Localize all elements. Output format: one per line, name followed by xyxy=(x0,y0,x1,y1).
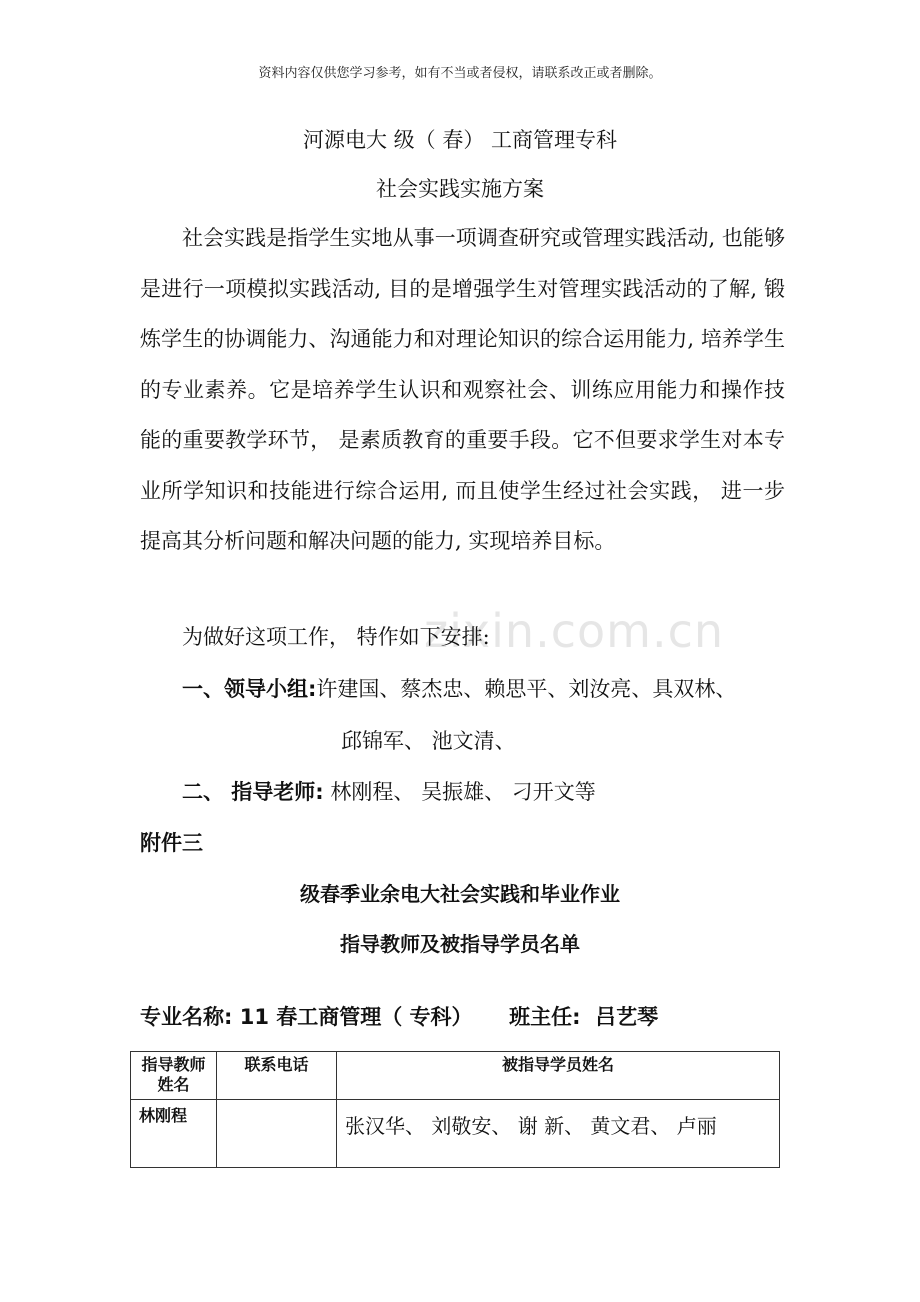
body-paragraph: 社会实践是指学生实地从事一项调查研究或管理实践活动, 也能够是进行一项模拟实践活动, 目的是增强学生对管理实践活动的了解, 锻炼学生的协调能力、沟通能力和对理论知识的综合运用能力, 培养学生的专业素养。它是培养学生认识和观察社会、训练应用能力和操作技能的重要教学环节， 是素质教育的重要手段。它不但要求学生对本专业所学知识和技能进行综合运用, 而且使学生经过社会实践， 进一步提高其分析问题和解决问题的能力, 实现培养目标。 xyxy=(140,226,785,553)
document-title: 河源电大 级（ 春） 工商管理专科 xyxy=(302,128,618,152)
document-subtitle: 社会实践实施方案 xyxy=(376,177,544,201)
teachers-label: 二、 指导老师: xyxy=(182,780,324,804)
watermark: zixin.com.cn xyxy=(424,604,725,658)
major-line: 专业名称: 11 春工商管理（ 专科） 班主任: 吕艺琴 xyxy=(140,1005,659,1029)
header-note: 资料内容仅供您学习参考，如有不当或者侵权，请联系改正或者删除。 xyxy=(258,66,662,81)
students-cell: 张汉华、 刘敬安、 谢 新、 黄文君、 卢丽 xyxy=(337,1100,780,1168)
leading-group-label: 一、领导小组: xyxy=(182,677,317,701)
arrangement-intro: 为做好这项工作， 特作如下安排: xyxy=(182,625,490,649)
table-row xyxy=(131,1100,780,1168)
phone-cell xyxy=(217,1100,337,1168)
header-phone: 联系电话 xyxy=(217,1052,337,1100)
leading-group-members: 许建国、蔡杰忠、赖思平、刘汝亮、具双林、 xyxy=(316,677,737,701)
teachers-line xyxy=(182,776,596,806)
teacher-name-cell: 林刚程 xyxy=(131,1100,217,1168)
roster-subtitle: 指导教师及被指导学员名单 xyxy=(340,932,580,956)
roster-title: 级春季业余电大社会实践和毕业作业 xyxy=(300,882,620,906)
teachers-names: 林刚程、 吴振雄、 刁开文等 xyxy=(330,780,596,804)
roster-table xyxy=(130,1051,780,1168)
table-header-row xyxy=(131,1052,780,1100)
leading-group-members-cont: 邱锦军、 池文清、 xyxy=(341,729,516,753)
header-students: 被指导学员姓名 xyxy=(337,1052,780,1100)
header-teacher-name: 指导教师姓名 xyxy=(131,1052,217,1100)
attachment-label: 附件三 xyxy=(140,831,203,855)
leading-group-line xyxy=(182,673,736,703)
